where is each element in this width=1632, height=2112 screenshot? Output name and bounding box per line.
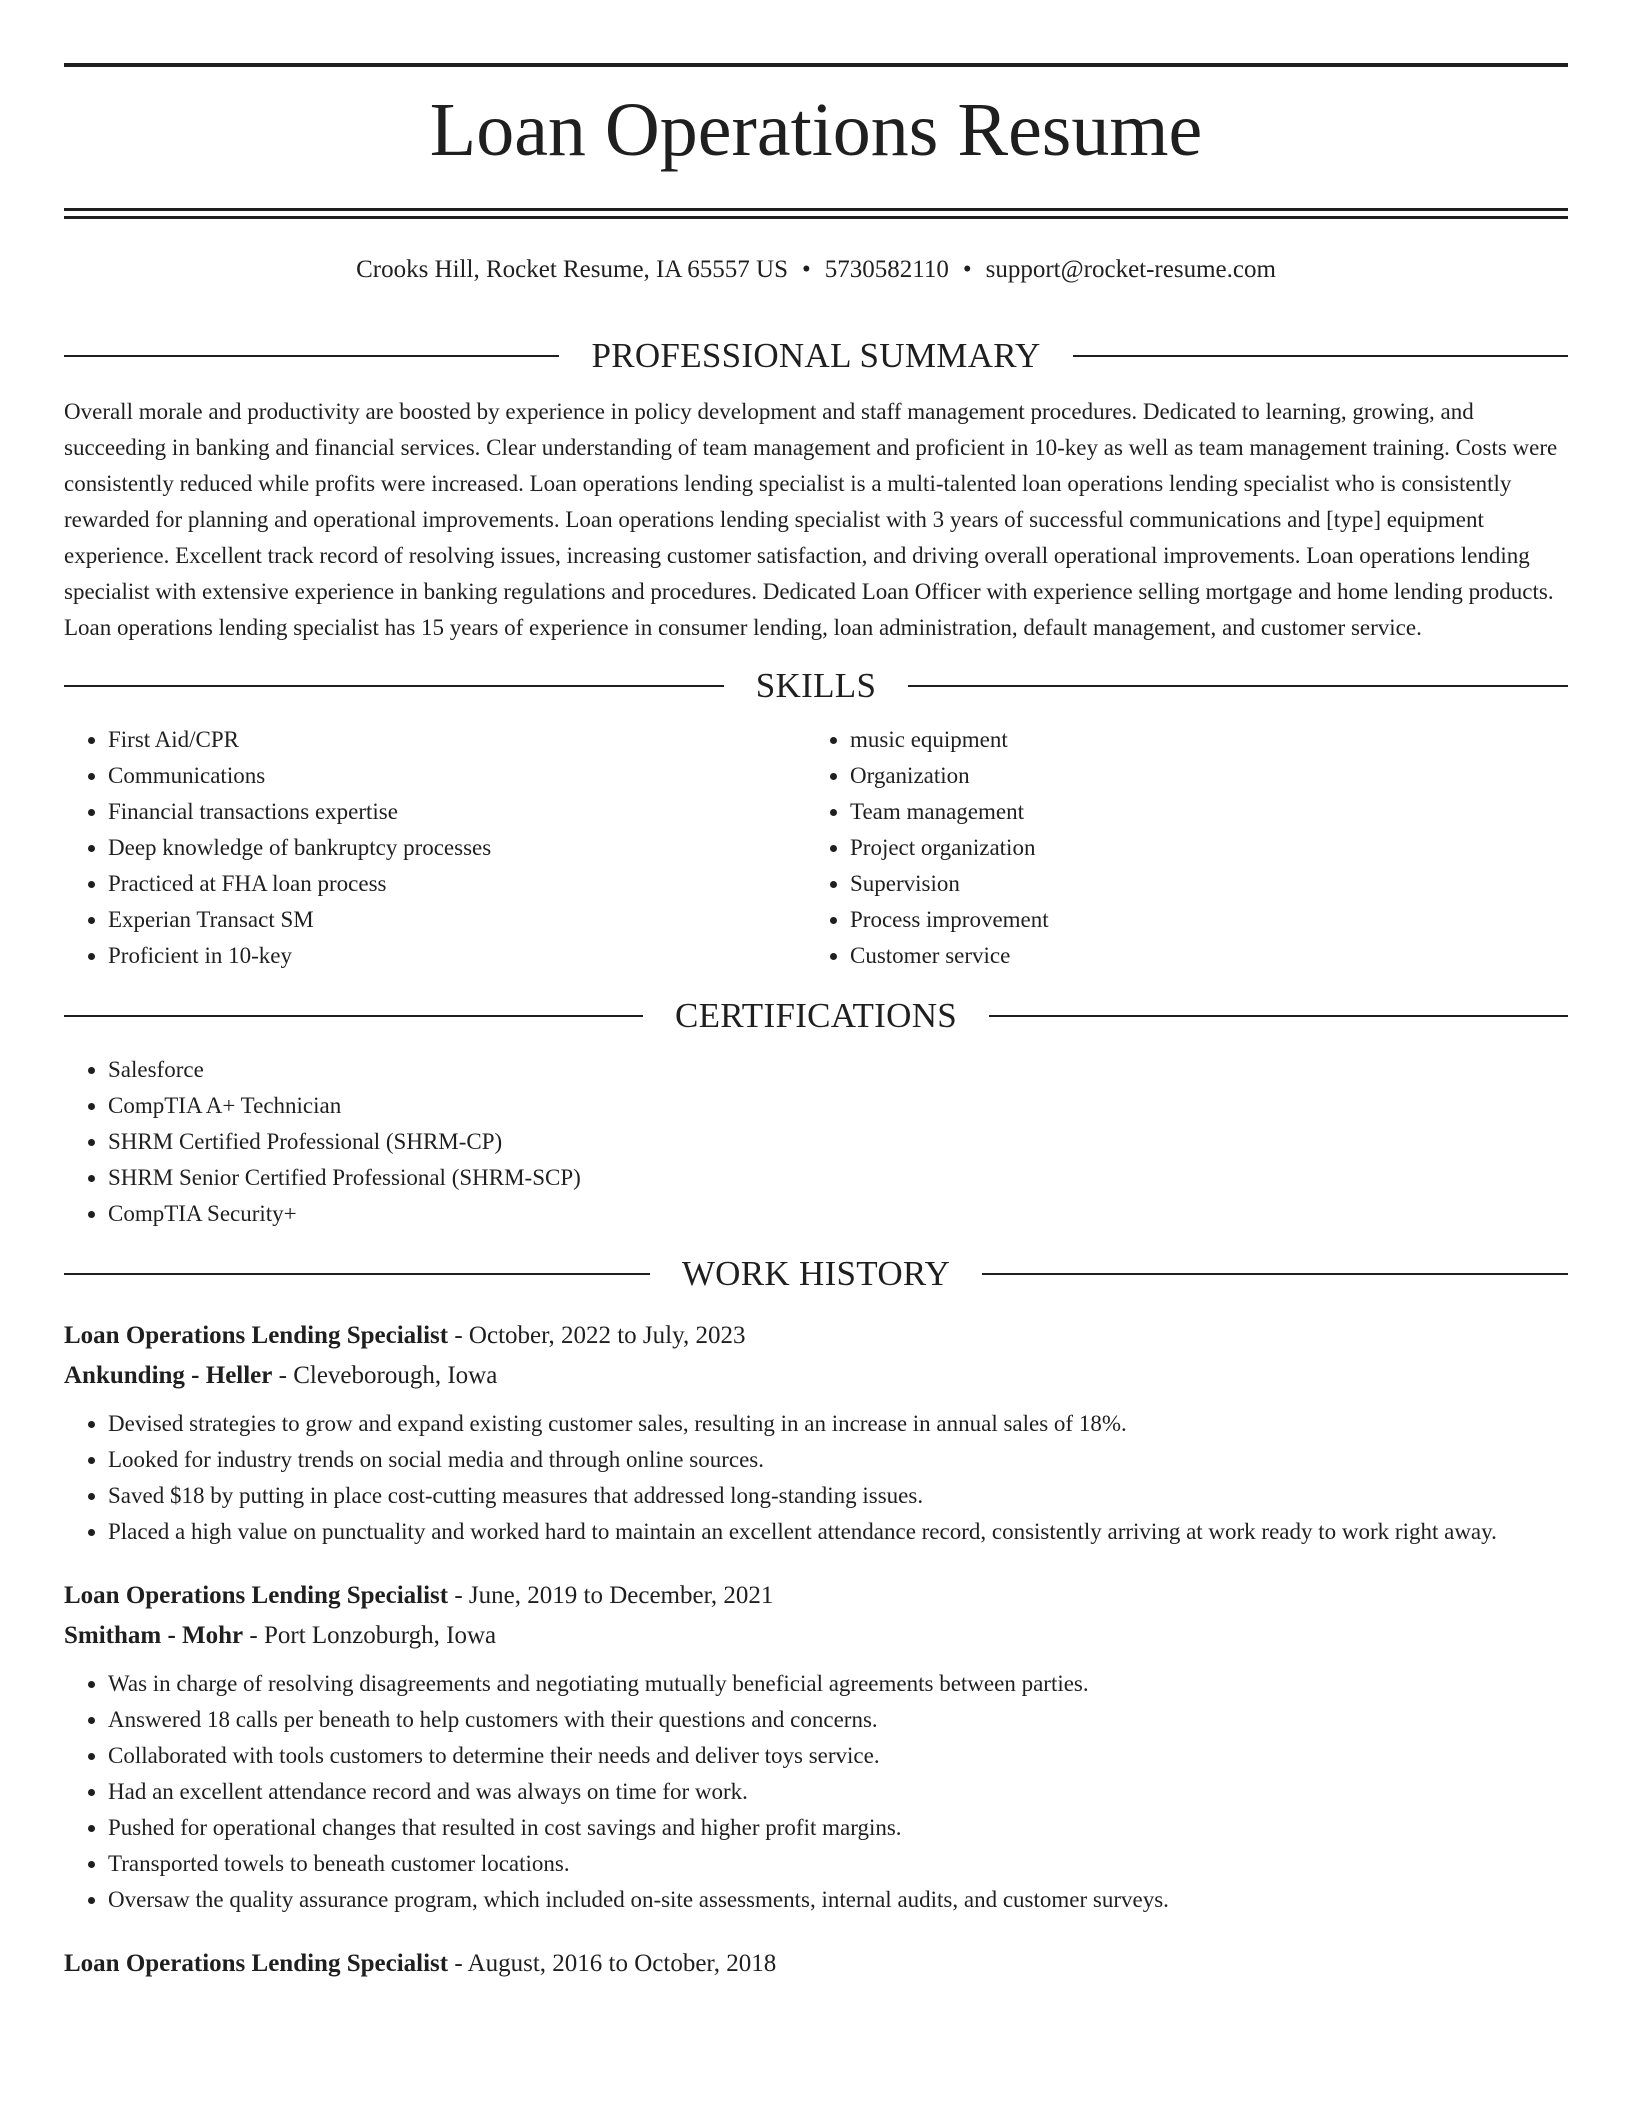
certifications-heading-label: CERTIFICATIONS bbox=[674, 996, 958, 1035]
certification-item: • SHRM Certified Professional (SHRM-CP) bbox=[108, 1124, 1568, 1160]
skill-item: • music equipment bbox=[850, 722, 1548, 758]
job-bullet: • Devised strategies to grow and expand existing customer sales, resulting in an increase in annual sales of 18%. bbox=[108, 1406, 1568, 1442]
contact-phone: 5730582110 bbox=[824, 256, 949, 283]
summary-text: Overall morale and productivity are boosted by experience in policy development and staff management procedures. Dedicated to learning, growing, and succeeding in banking and financial services. Clear understanding of team management and proficient in 10-key as well as team management training. Costs were consistently reduced while profits were increased. Loan operations lending specialist is a multi-talented loan operations lending specialist who is consistently rewarded for planning and operational improvements. Loan operations lending specialist with 3 years of successful communications and [type] equipment experience. Excellent track record of resolving issues, increasing customer satisfaction, and driving overall operational improvements. Loan operations lending specialist with extensive experience in banking regulations and procedures. Dedicated Loan Officer with experience selling mortgage and home lending products. Loan operations lending specialist has 15 years of experience in consumer lending, loan administration, default management, and customer service. bbox=[64, 399, 1558, 640]
job-title-line bbox=[64, 1316, 1568, 1356]
skill-item: • Financial transactions expertise bbox=[108, 794, 806, 830]
heading-rule-left bbox=[64, 685, 724, 687]
job-bullet: • Was in charge of resolving disagreements and negotiating mutually beneficial agreements between parties. bbox=[108, 1666, 1568, 1702]
job-bullet: • Collaborated with tools customers to determine their needs and deliver toys service. bbox=[108, 1738, 1568, 1774]
skill-item: • Supervision bbox=[850, 866, 1548, 902]
heading-rule-left bbox=[64, 1015, 643, 1017]
job-dates: - June, 2019 to December, 2021 bbox=[448, 1582, 774, 1609]
title-rule-lower bbox=[64, 216, 1568, 219]
job-bullet: • Had an excellent attendance record and was always on time for work. bbox=[108, 1774, 1568, 1810]
job-bullet: • Saved $18 by putting in place cost-cutting measures that addressed long-standing issues. bbox=[108, 1478, 1568, 1514]
contact-separator: • bbox=[962, 256, 972, 283]
certification-item: • CompTIA A+ Technician bbox=[108, 1088, 1568, 1124]
certification-item: • SHRM Senior Certified Professional (SHRM-SCP) bbox=[108, 1160, 1568, 1196]
job-entry bbox=[64, 1576, 1568, 1918]
job-bullet: • Looked for industry trends on social media and through online sources. bbox=[108, 1442, 1568, 1478]
heading-rule-right bbox=[982, 1273, 1568, 1275]
skill-item: • Experian Transact SM bbox=[108, 902, 806, 938]
job-title-line bbox=[64, 1576, 1568, 1616]
skills-column-right bbox=[806, 722, 1548, 974]
heading-rule-left bbox=[64, 1273, 650, 1275]
heading-rule-right bbox=[908, 685, 1568, 687]
job-bullet: • Oversaw the quality assurance program, which included on-site assessments, internal audits, and customer surveys. bbox=[108, 1882, 1568, 1918]
job-title: Loan Operations Lending Specialist bbox=[64, 1950, 449, 1977]
skill-item: • Communications bbox=[108, 758, 806, 794]
skill-item: • Practiced at FHA loan process bbox=[108, 866, 806, 902]
heading-rule-left bbox=[64, 355, 559, 357]
title-rule-upper bbox=[64, 208, 1568, 211]
skills-list bbox=[64, 722, 1568, 974]
skill-item: • Process improvement bbox=[850, 902, 1548, 938]
skill-item: • Project organization bbox=[850, 830, 1548, 866]
job-company-line bbox=[64, 1356, 1568, 1396]
work-history-heading bbox=[64, 1246, 1568, 1302]
contact-email: support@rocket-resume.com bbox=[985, 256, 1276, 283]
job-bullet: • Transported towels to beneath customer locations. bbox=[108, 1846, 1568, 1882]
job-bullet: • Answered 18 calls per beneath to help customers with their questions and concerns. bbox=[108, 1702, 1568, 1738]
job-title: Loan Operations Lending Specialist bbox=[64, 1582, 449, 1609]
heading-rule-right bbox=[989, 1015, 1568, 1017]
contact-address: Crooks Hill, Rocket Resume, IA 65557 US bbox=[356, 256, 789, 283]
job-bullet: • Placed a high value on punctuality and worked hard to maintain an excellent attendance record, consistently arriving at work ready to work right away. bbox=[108, 1514, 1568, 1550]
job-entry bbox=[64, 1316, 1568, 1550]
job-location: - Cleveborough, Iowa bbox=[272, 1362, 498, 1389]
summary-heading bbox=[64, 328, 1568, 384]
top-rule bbox=[64, 63, 1568, 67]
job-location: - Port Lonzoburgh, Iowa bbox=[243, 1622, 497, 1649]
job-dates: - October, 2022 to July, 2023 bbox=[448, 1322, 746, 1349]
certifications-list bbox=[64, 1052, 1568, 1232]
heading-rule-right bbox=[1073, 355, 1568, 357]
certifications-heading bbox=[64, 988, 1568, 1044]
skill-item: • Team management bbox=[850, 794, 1548, 830]
skills-heading-label: SKILLS bbox=[755, 666, 877, 705]
job-entry bbox=[64, 1944, 1568, 1984]
job-title: Loan Operations Lending Specialist bbox=[64, 1322, 449, 1349]
skill-item: • First Aid/CPR bbox=[108, 722, 806, 758]
skill-item: • Organization bbox=[850, 758, 1548, 794]
skill-item: • Deep knowledge of bankruptcy processes bbox=[108, 830, 806, 866]
resume-content bbox=[64, 328, 1568, 1984]
summary-heading-label: PROFESSIONAL SUMMARY bbox=[591, 336, 1041, 375]
job-title-line bbox=[64, 1944, 1568, 1984]
work-history-heading-label: WORK HISTORY bbox=[681, 1254, 951, 1293]
certification-item: • Salesforce bbox=[108, 1052, 1568, 1088]
skills-heading bbox=[64, 658, 1568, 714]
contact-separator: • bbox=[802, 256, 811, 283]
skill-item: • Customer service bbox=[850, 938, 1548, 974]
certification-item: • CompTIA Security+ bbox=[108, 1196, 1568, 1232]
skills-column-left bbox=[64, 722, 806, 974]
job-bullet: • Pushed for operational changes that resulted in cost savings and higher profit margins. bbox=[108, 1810, 1568, 1846]
job-company: Smitham - Mohr bbox=[64, 1622, 244, 1649]
job-dates: - August, 2016 to October, 2018 bbox=[448, 1950, 777, 1977]
skill-item: • Proficient in 10-key bbox=[108, 938, 806, 974]
contact-line bbox=[64, 255, 1568, 285]
job-company: Ankunding - Heller bbox=[64, 1362, 273, 1389]
page-title: Loan Operations Resume bbox=[429, 88, 1203, 172]
job-company-line bbox=[64, 1616, 1568, 1656]
